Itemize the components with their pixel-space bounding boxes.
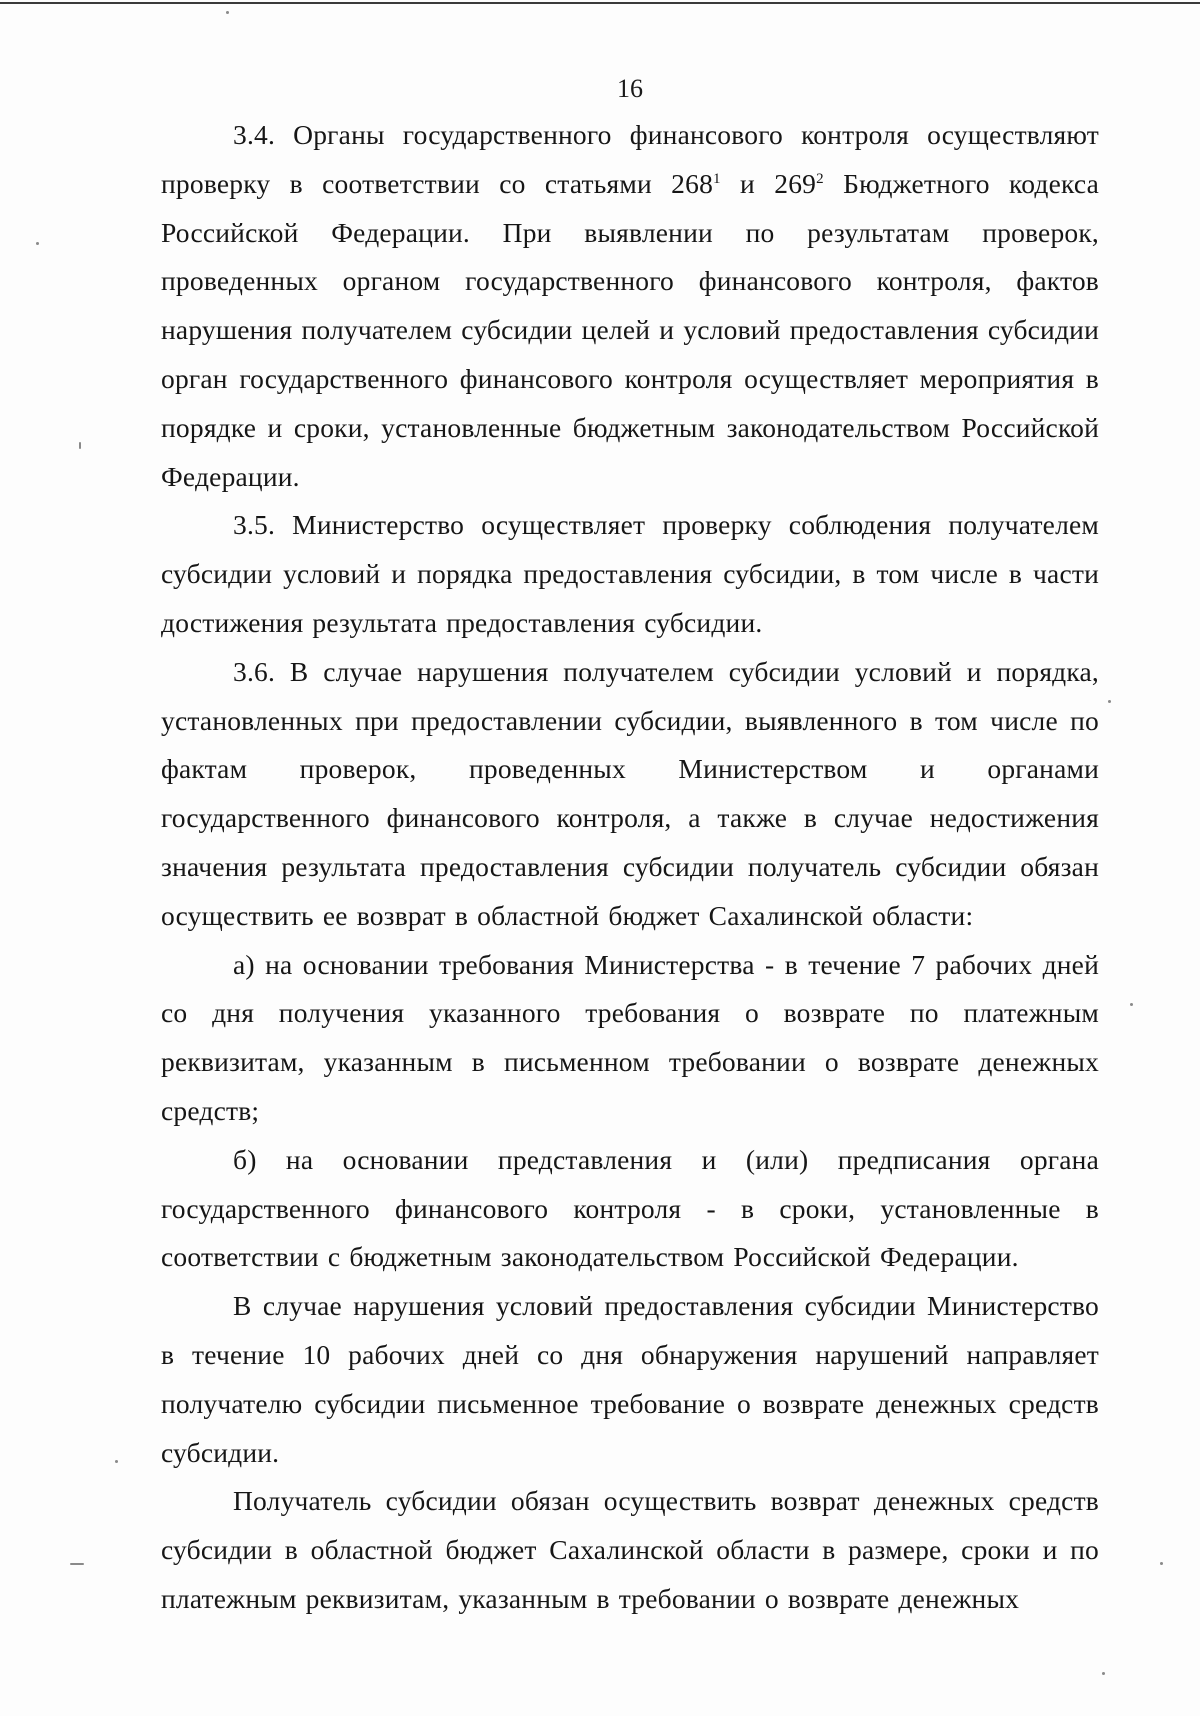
paragraph-3-5: 3.5. Министерство осуществляет проверку соблюдения получателем субсидии условий и порядка предоставления субсидии, в том числе в части достижения результата предоставления субсидии. (161, 509, 1099, 638)
paragraph-3-4 (161, 111, 1099, 501)
scan-speck (1108, 700, 1111, 703)
superscript-2: 2 (816, 170, 824, 187)
paragraph-3-6: 3.6. В случае нарушения получателем субсидии условий и порядка, установленных при предоставлении субсидии, выявленного в том числе по фактам проверок, проведенных Министерством и органами государственного финансового контроля, а также в случае недостижения значения результата предоставления субсидии получатель субсидии обязан осуществить ее возврат в областной бюджет Сахалинской области: (161, 655, 1099, 931)
document-body (161, 111, 1099, 1624)
paragraph-recipient-return: Получатель субсидии обязан осуществить возврат денежных средств субсидии в областной бюджет Сахалинской области в размере, сроки и по платежным реквизитам, указанным в требовании о возврате денежных (161, 1485, 1099, 1614)
scan-speck (36, 242, 39, 245)
top-edge-line (0, 2, 1200, 4)
scan-speck (115, 1460, 118, 1463)
paragraph-3-4-text-part1: 3.4. Органы государственного финансового контроля осуществляют проверку в соответствии со статьями 268 (161, 119, 1099, 199)
paragraph-3-4-text-part3: Бюджетного кодекса Российской Федерации. При выявлении по результатам проверок, проведенных органом государственного финансового контроля, фактов нарушения получателем субсидии целей и условий предоставления субсидии орган государственного финансового контроля осуществляет мероприятия в порядке и сроки, установленные бюджетным законодательством Российской Федерации. (161, 167, 1099, 492)
scan-speck (1102, 1672, 1105, 1675)
scan-speck (1130, 1003, 1133, 1006)
scan-speck (226, 11, 229, 14)
paragraph-violation-notice: В случае нарушения условий предоставления субсидии Министерство в течение 10 рабочих дней со дня обнаружения нарушений направляет получателю субсидии письменное требование о возврате денежных средств субсидии. (161, 1290, 1099, 1468)
list-item-a: а) на основании требования Министерства - в течение 7 рабочих дней со дня получения указанного требования о возврате по платежным реквизитам, указанным в письменном требовании о возврате денежных средств; (161, 948, 1099, 1126)
scan-speck (79, 442, 81, 449)
scan-speck (70, 1563, 84, 1565)
page-number: 16 (617, 74, 643, 103)
scan-speck (1160, 1562, 1163, 1565)
list-item-b: б) на основании представления и (или) предписания органа государственного финансового контроля - в сроки, установленные в соответствии с бюджетным законодательством Российской Федерации. (161, 1143, 1099, 1273)
superscript-1: 1 (713, 170, 721, 187)
paragraph-3-4-text-part2: и 269 (720, 167, 817, 199)
